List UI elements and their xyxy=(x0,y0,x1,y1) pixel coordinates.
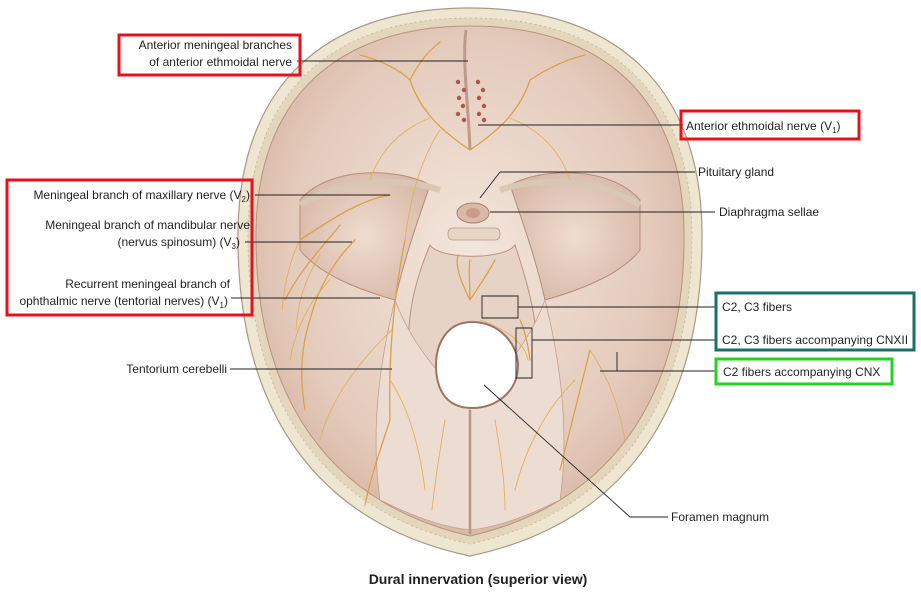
label-tentorium-cerebelli: Tentorium cerebelli xyxy=(126,362,227,376)
label-mandibular-1: Meningeal branch of mandibular nerve xyxy=(45,218,250,232)
label-c2-c3-fibers: C2, C3 fibers xyxy=(722,300,793,314)
label-foramen-magnum: Foramen magnum xyxy=(671,510,770,524)
label-c2-c3-cnxii: C2, C3 fibers accompanying CNXII xyxy=(722,333,909,347)
label-recurrent-1: Recurrent meningeal branch of xyxy=(65,277,230,291)
pituitary-gland xyxy=(466,208,480,218)
label-anterior-meningeal-1: Anterior meningeal branches xyxy=(138,38,292,52)
label-anterior-meningeal-2: of anterior ethmoidal nerve xyxy=(149,55,292,69)
foramen-magnum xyxy=(436,322,518,408)
label-recurrent-2: ophthalmic nerve (tentorial nerves) $(V_1)$ xyxy=(19,294,228,310)
label-diaphragma-sellae: Diaphragma sellae xyxy=(719,205,820,219)
figure-title: Dural innervation (superior view) xyxy=(368,571,588,587)
label-maxillary-branch: Meningeal branch of maxillary nerve $(V_2)$ xyxy=(33,188,250,204)
label-mandibular-2: (nervus spinosum) $(V_3)$ xyxy=(117,235,240,251)
label-c2-cnx: C2 fibers accompanying CNX xyxy=(723,365,881,379)
label-anterior-ethmoidal: Anterior ethmoidal nerve $(V_1)$ xyxy=(686,119,841,135)
label-pituitary-gland: Pituitary gland xyxy=(698,165,775,179)
